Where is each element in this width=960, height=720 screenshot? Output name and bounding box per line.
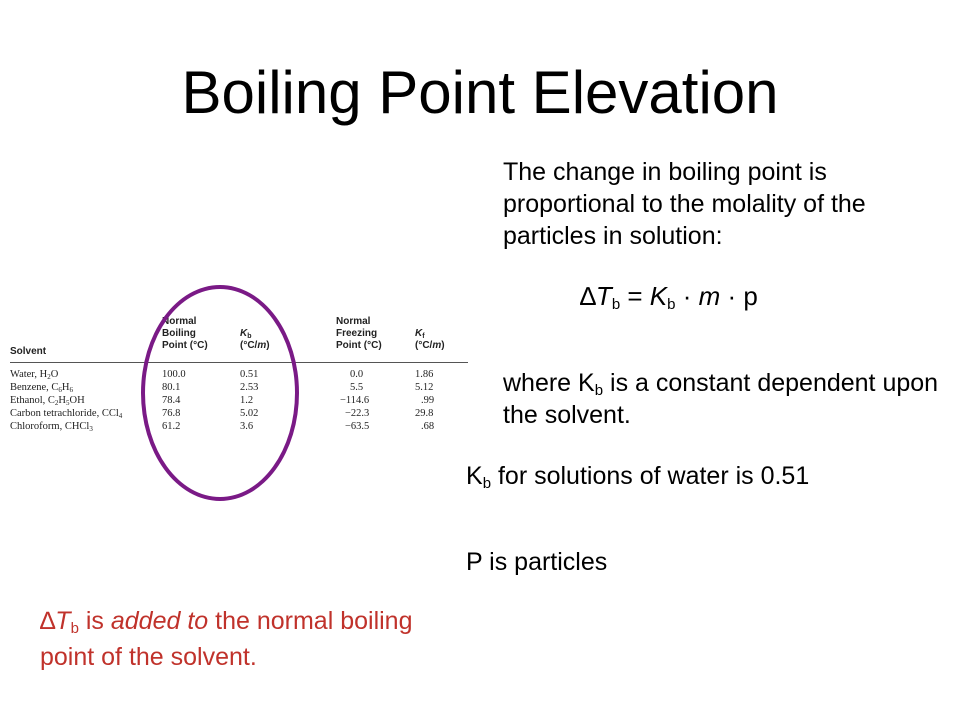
bp-header-1: Normal bbox=[162, 316, 197, 327]
boiling-point-value: 76.8 bbox=[162, 408, 181, 419]
formula-sub: 3 bbox=[89, 425, 93, 433]
formula-k-sub: b bbox=[667, 296, 676, 313]
kb-value: 5.02 bbox=[240, 408, 259, 419]
kb-value: 3.6 bbox=[240, 421, 254, 432]
kb-header-m: m bbox=[257, 340, 267, 351]
boiling-point-value: 61.2 bbox=[162, 421, 181, 432]
freezing-point-value: −114.6 bbox=[340, 395, 370, 406]
kb-text: for solutions of water is 0.51 bbox=[491, 462, 810, 490]
kf-value: 5.12 bbox=[415, 382, 434, 393]
note-delta: ∆ bbox=[40, 607, 56, 635]
slide-title: Boiling Point Elevation bbox=[181, 59, 779, 126]
formula-equals: = bbox=[620, 281, 650, 311]
fp-header-2: Freezing bbox=[336, 328, 378, 339]
solvent-text: Benzene, C bbox=[10, 382, 59, 393]
formula-k: K bbox=[649, 281, 668, 311]
kf-header-k: K bbox=[415, 328, 423, 339]
formula-sub: 5 bbox=[66, 399, 70, 407]
boiling-point-value: 78.4 bbox=[162, 395, 181, 406]
formula-part: O bbox=[50, 369, 59, 380]
kb-column-highlight-ellipse bbox=[141, 285, 299, 501]
freezing-point-value: −63.5 bbox=[345, 421, 370, 432]
kb-water-line bbox=[466, 460, 946, 492]
kf-value: 29.8 bbox=[415, 408, 434, 419]
formula-sub: 2 bbox=[54, 399, 59, 407]
constant-k-sub: b bbox=[594, 382, 604, 399]
note-t: T bbox=[55, 607, 71, 635]
solvent-name bbox=[10, 395, 85, 408]
formula-sub: 4 bbox=[118, 412, 123, 420]
kb-header-sub: b bbox=[247, 333, 252, 340]
formula-part: H bbox=[58, 395, 67, 406]
solvent-name bbox=[10, 408, 122, 421]
bp-header-2: Boiling bbox=[162, 328, 196, 339]
kb-value: 1.2 bbox=[240, 395, 254, 406]
solvent-text: Ethanol, C bbox=[10, 395, 55, 406]
kf-value: .99 bbox=[421, 395, 435, 406]
delta-symbol: ∆ bbox=[580, 281, 596, 311]
solvent-name bbox=[10, 369, 58, 382]
freezing-point-value: 5.5 bbox=[350, 382, 364, 393]
formula-part: OH bbox=[69, 395, 85, 406]
formula-t-sub: b bbox=[611, 296, 621, 313]
solvent-name bbox=[10, 421, 93, 434]
constant-post: is a constant dependent upon the solvent. bbox=[503, 369, 939, 429]
boiling-point-value: 100.0 bbox=[162, 369, 186, 380]
kf-header-sub: f bbox=[422, 333, 425, 340]
formula-t: T bbox=[595, 281, 612, 311]
kb-sub: b bbox=[482, 475, 492, 492]
solvent-text: Chloroform, CHCl bbox=[10, 421, 90, 432]
solvent-text: Carbon tetrachloride, CCl bbox=[10, 408, 119, 419]
constant-paragraph bbox=[503, 367, 943, 431]
kb-value: 0.51 bbox=[240, 369, 259, 380]
boiling-point-formula bbox=[580, 280, 758, 312]
note-t-sub: b bbox=[70, 620, 79, 637]
kf-header-unit: (°C/ bbox=[415, 340, 433, 351]
formula-dot-1: · bbox=[675, 281, 699, 311]
constant-k: K bbox=[578, 369, 595, 397]
kb-header-k: K bbox=[240, 328, 248, 339]
note-post: the normal boiling point of the solvent. bbox=[40, 607, 413, 671]
formula-dot-2: · p bbox=[720, 281, 758, 311]
freezing-point-value: 0.0 bbox=[350, 369, 364, 380]
kf-header-close: ) bbox=[441, 340, 445, 351]
formula-part: H bbox=[61, 382, 70, 393]
formula-m: m bbox=[698, 281, 721, 311]
kf-header-1 bbox=[415, 328, 425, 339]
added-note bbox=[40, 603, 460, 675]
formula-sub: 6 bbox=[69, 386, 73, 394]
kf-value: .68 bbox=[421, 421, 435, 432]
constant-pre: where bbox=[503, 369, 579, 397]
formula-sub: 2 bbox=[47, 373, 51, 381]
particles-line: P is particles bbox=[466, 548, 608, 576]
kb-value: 2.53 bbox=[240, 382, 259, 393]
solvent-text: Water, H bbox=[10, 369, 48, 380]
formula-sub: 6 bbox=[58, 386, 62, 394]
solvent-header: Solvent bbox=[10, 346, 47, 357]
solvent-name bbox=[10, 382, 73, 395]
freezing-point-value: −22.3 bbox=[345, 408, 370, 419]
note-added: added to bbox=[110, 607, 209, 635]
note-mid: is bbox=[78, 607, 111, 635]
proportionality-paragraph: The change in boiling point is proportional to the molality of the particles in solution: bbox=[503, 158, 866, 250]
bp-header-3: Point (°C) bbox=[162, 340, 208, 351]
fp-header-1: Normal bbox=[336, 316, 371, 327]
kf-header-2 bbox=[415, 340, 445, 351]
kb-k: K bbox=[466, 462, 483, 490]
kb-header-close: ) bbox=[266, 340, 270, 351]
fp-header-3: Point (°C) bbox=[336, 340, 382, 351]
kb-header-unit: (°C/ bbox=[240, 340, 258, 351]
kf-header-m: m bbox=[432, 340, 442, 351]
boiling-point-value: 80.1 bbox=[162, 382, 181, 393]
kf-value: 1.86 bbox=[415, 369, 434, 380]
